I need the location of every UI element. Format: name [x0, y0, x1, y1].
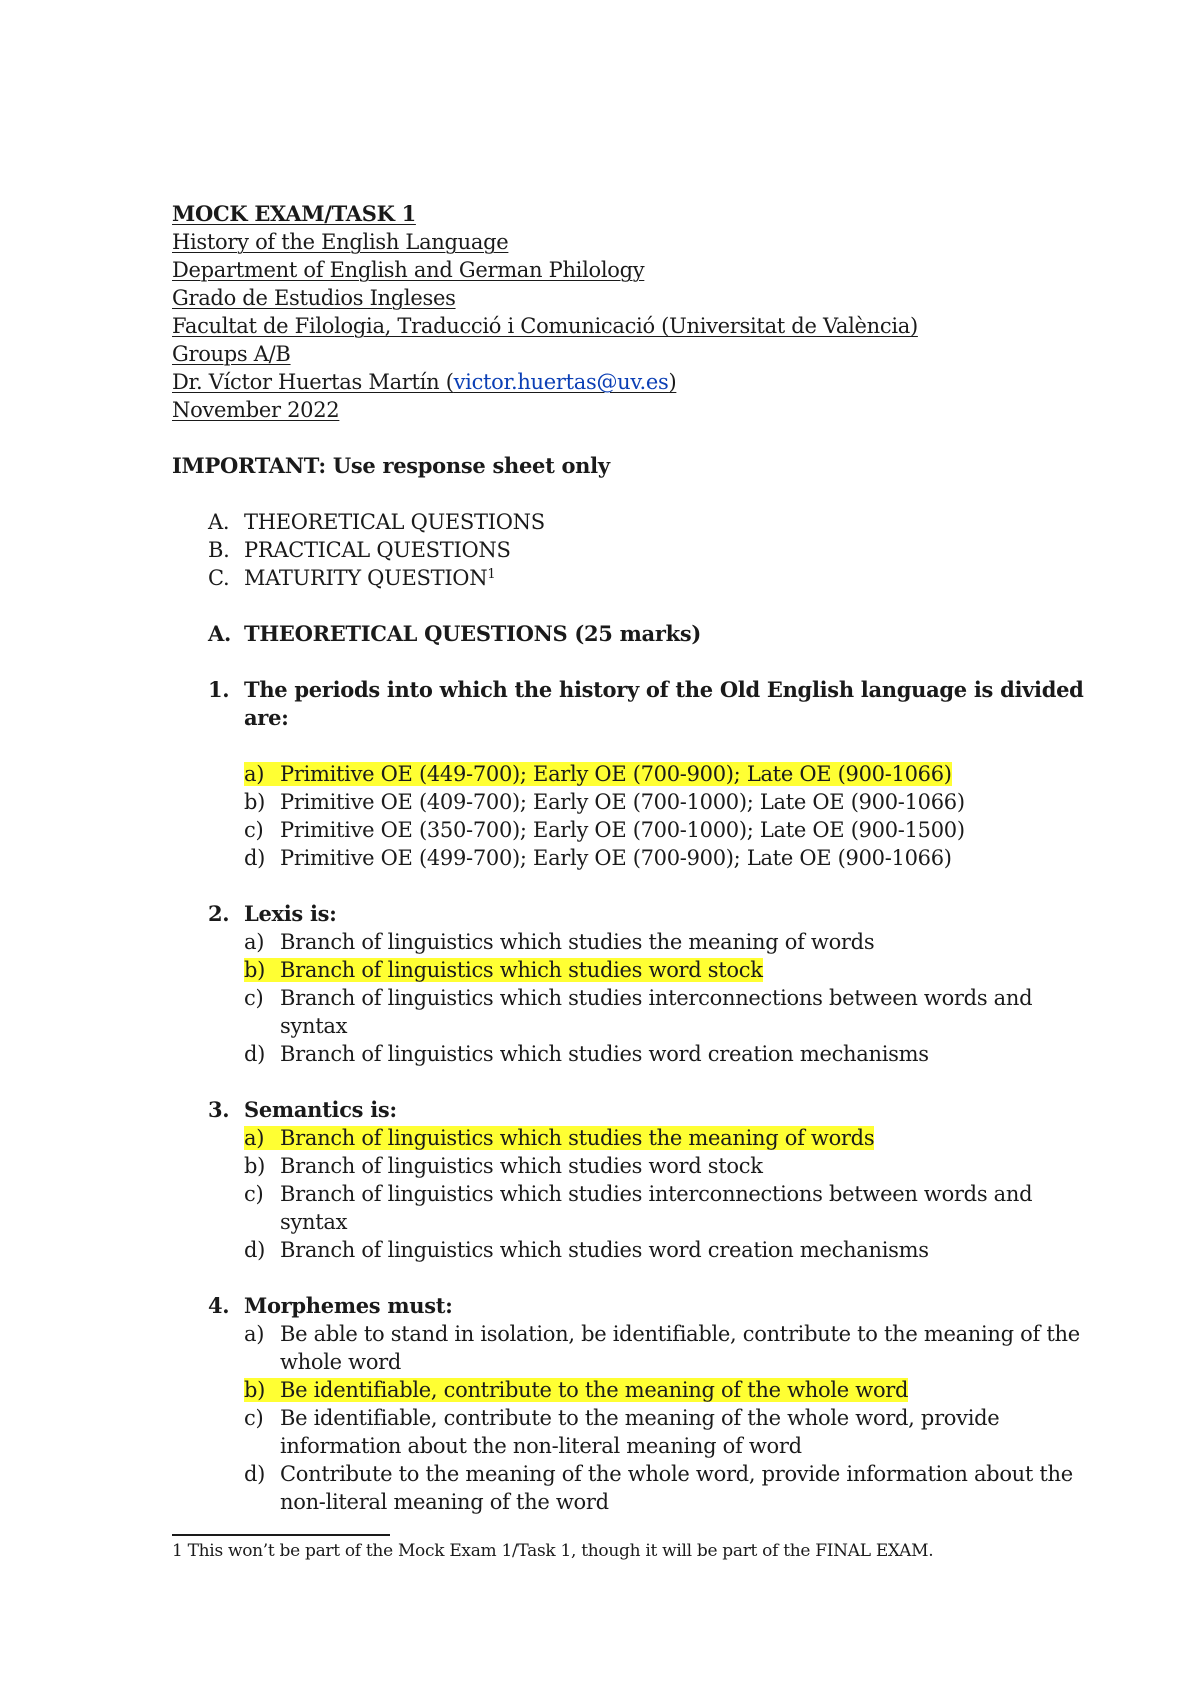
degree-name: Grado de Estudios Ingleses	[172, 286, 456, 310]
section-letter: C.	[208, 566, 230, 590]
answer-option	[244, 816, 965, 844]
question-number: 1.	[208, 677, 230, 702]
section-list-item	[208, 508, 545, 536]
option-label: b)	[244, 958, 266, 982]
exam-title: MOCK EXAM/TASK 1	[172, 201, 416, 226]
section-title: THEORETICAL QUESTIONS (25 marks)	[244, 621, 702, 646]
teacher-name: Dr. Víctor Huertas Martín (	[172, 370, 454, 394]
teacher-line	[172, 368, 676, 396]
answer-option	[244, 1180, 1032, 1208]
option-label: a)	[244, 762, 265, 786]
option-text-cont: non-literal meaning of the word	[280, 1490, 609, 1514]
option-text: Primitive OE (449-700); Early OE (700-900); Late OE (900-1066)	[280, 762, 952, 786]
question-number: 4.	[208, 1293, 230, 1318]
question-number: 2.	[208, 901, 230, 926]
option-label: c)	[244, 1182, 264, 1206]
answer-option	[244, 984, 1032, 1012]
question-text: Semantics is:	[244, 1097, 397, 1122]
answer-option	[244, 956, 763, 984]
option-text: Be identifiable, contribute to the meaning of the whole word, provide	[280, 1406, 1000, 1430]
section-list-item	[208, 564, 495, 592]
course-name: History of the English Language	[172, 230, 509, 254]
option-label: d)	[244, 846, 266, 870]
option-label: d)	[244, 1238, 266, 1262]
option-label: a)	[244, 930, 265, 954]
option-text-cont: information about the non-literal meaning of word	[280, 1434, 802, 1458]
section-list-item	[208, 536, 511, 564]
option-label: a)	[244, 1322, 265, 1346]
option-text: Contribute to the meaning of the whole word, provide information about the	[280, 1462, 1073, 1486]
question-text: Lexis is:	[244, 901, 337, 926]
section-label: PRACTICAL QUESTIONS	[244, 538, 511, 562]
section-label: THEORETICAL QUESTIONS	[244, 510, 545, 534]
footnote-reference[interactable]: 1	[487, 567, 496, 582]
option-text: Primitive OE (350-700); Early OE (700-1000); Late OE (900-1500)	[280, 818, 965, 842]
section-letter: A.	[208, 621, 232, 646]
answer-option	[244, 1376, 908, 1404]
question-4-prompt	[208, 1292, 453, 1320]
answer-option	[244, 1236, 929, 1264]
answer-option	[244, 1320, 1080, 1348]
section-label: MATURITY QUESTION	[244, 566, 488, 590]
answer-option	[244, 1152, 763, 1180]
option-label: b)	[244, 1378, 266, 1402]
section-letter: A.	[208, 510, 230, 534]
question-text: The periods into which the history of the Old English language is divided	[244, 677, 1084, 702]
option-text-cont: whole word	[280, 1350, 402, 1374]
option-text: Be able to stand in isolation, be identifiable, contribute to the meaning of the	[280, 1322, 1080, 1346]
answer-option	[244, 928, 874, 956]
option-label: b)	[244, 1154, 266, 1178]
question-1-prompt	[208, 676, 1084, 704]
question-2-prompt	[208, 900, 337, 928]
section-letter: B.	[208, 538, 230, 562]
question-number: 3.	[208, 1097, 230, 1122]
question-1-prompt-cont: are:	[244, 705, 289, 730]
option-text: Be identifiable, contribute to the meaning of the whole word	[280, 1378, 909, 1402]
teacher-email-link[interactable]: victor.huertas@uv.es	[453, 370, 669, 394]
option-label: c)	[244, 818, 264, 842]
department-name: Department of English and German Philology	[172, 258, 645, 282]
option-text: Primitive OE (499-700); Early OE (700-900); Late OE (900-1066)	[280, 846, 952, 870]
section-a-heading	[208, 620, 701, 648]
question-3-prompt	[208, 1096, 397, 1124]
footnote-separator	[172, 1534, 390, 1536]
answer-highlight	[244, 762, 952, 786]
faculty-name: Facultat de Filologia, Traducció i Comunicació (Universitat de València)	[172, 314, 918, 338]
option-text-cont: syntax	[280, 1210, 348, 1234]
answer-option	[244, 788, 965, 816]
answer-option	[244, 1124, 874, 1152]
answer-option	[244, 760, 952, 788]
answer-highlight	[244, 1378, 908, 1402]
teacher-suffix: )	[668, 370, 677, 394]
option-text: Branch of linguistics which studies interconnections between words and	[280, 1182, 1033, 1206]
option-label: d)	[244, 1462, 266, 1486]
answer-option	[244, 1460, 1073, 1488]
option-text: Branch of linguistics which studies the meaning of words	[280, 930, 875, 954]
answer-highlight	[244, 1126, 874, 1150]
option-label: c)	[244, 986, 264, 1010]
option-label: d)	[244, 1042, 266, 1066]
option-label: b)	[244, 790, 266, 814]
option-text: Branch of linguistics which studies interconnections between words and	[280, 986, 1033, 1010]
option-text: Primitive OE (409-700); Early OE (700-1000); Late OE (900-1066)	[280, 790, 965, 814]
footnote-text: 1 This won’t be part of the Mock Exam 1/Task 1, though it will be part of the FINAL EXAM.	[172, 1541, 934, 1561]
option-text-cont: syntax	[280, 1014, 348, 1038]
option-text: Branch of linguistics which studies word stock	[280, 1154, 763, 1178]
option-text: Branch of linguistics which studies word creation mechanisms	[280, 1042, 929, 1066]
option-label: a)	[244, 1126, 265, 1150]
answer-highlight	[244, 958, 763, 982]
exam-date: November 2022	[172, 398, 340, 422]
option-text: Branch of linguistics which studies word stock	[280, 958, 763, 982]
answer-option	[244, 1040, 929, 1068]
question-text: Morphemes must:	[244, 1293, 453, 1318]
option-label: c)	[244, 1406, 264, 1430]
groups-label: Groups A/B	[172, 342, 291, 366]
option-text: Branch of linguistics which studies the meaning of words	[280, 1126, 875, 1150]
option-text: Branch of linguistics which studies word creation mechanisms	[280, 1238, 929, 1262]
answer-option	[244, 844, 952, 872]
answer-option	[244, 1404, 999, 1432]
important-note: IMPORTANT: Use response sheet only	[172, 453, 610, 478]
